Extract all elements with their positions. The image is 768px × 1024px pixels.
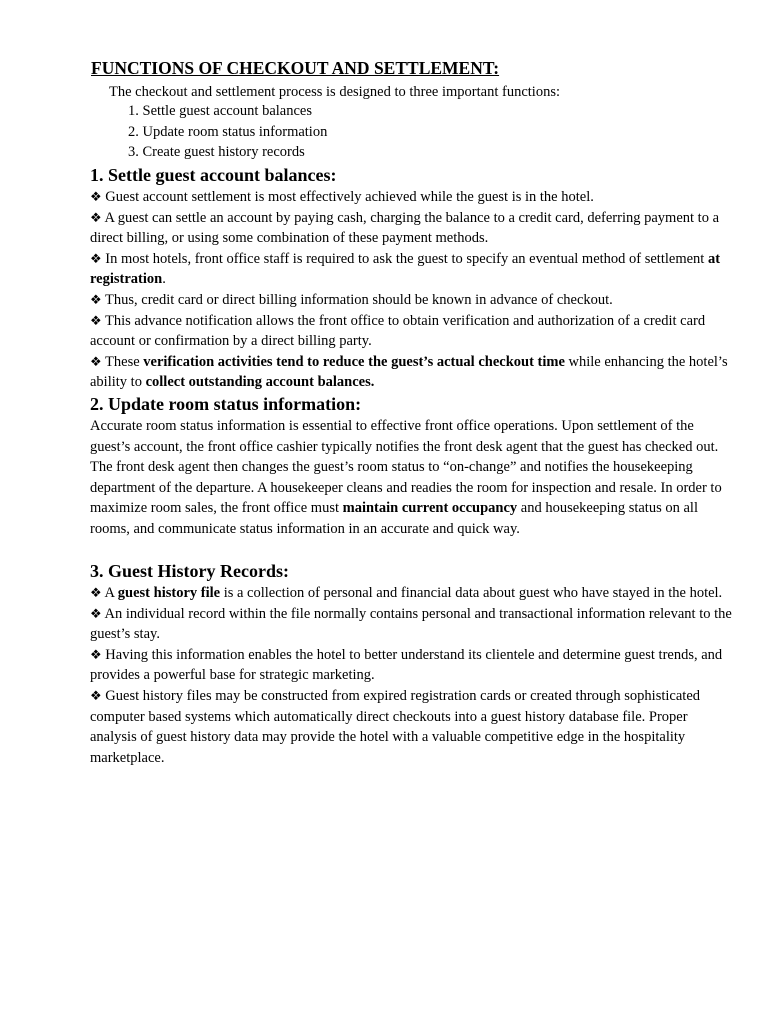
section1-paragraph: ❖ A guest can settle an account by paying cash, charging the balance to a credit card, deferring payment to a direct billing, or using some combination of these payment methods.	[90, 209, 720, 247]
functions-list	[128, 101, 327, 163]
section1-paragraph: ❖ In most hotels, front office staff is required to ask the guest to specify an eventual method of settlement at registration.	[90, 250, 721, 288]
section3-paragraph: ❖ A guest history file is a collection of personal and financial data about guest who have stayed in the hotel.	[90, 585, 723, 601]
bullet-icon: ❖	[90, 291, 102, 307]
intro-text: The checkout and settlement process is designed to three important functions:	[109, 84, 560, 100]
bullet-icon: ❖	[90, 209, 102, 225]
bullet-icon: ❖	[90, 250, 102, 266]
section1-body	[90, 187, 735, 393]
section1-paragraph: ❖ Thus, credit card or direct billing information should be known in advance of checkout.	[90, 291, 613, 308]
section1-paragraph: ❖ These verification activities tend to reduce the guest’s actual checkout time while enhancing the hotel’s ability to collect outstanding account balances.	[90, 353, 728, 391]
list-item: 3. Create guest history records	[128, 144, 305, 160]
section3-body	[90, 583, 735, 768]
list-item: 2. Update room status information	[128, 123, 328, 140]
page-title: FUNCTIONS OF CHECKOUT AND SETTLEMENT:	[91, 58, 500, 78]
section3-paragraph: ❖ Having this information enables the hotel to better understand its clientele and determine guest trends, and provides a powerful base for strategic marketing.	[90, 646, 723, 684]
list-item: 1. Settle guest account balances	[128, 103, 313, 119]
section1-paragraph: ❖ This advance notification allows the front office to obtain verification and authorization of a credit card account or confirmation by a direct billing party.	[90, 312, 706, 350]
bullet-icon: ❖	[90, 189, 102, 204]
bullet-icon: ❖	[90, 646, 102, 662]
bullet-icon: ❖	[90, 585, 102, 600]
section1-heading: 1. Settle guest account balances:	[90, 165, 337, 185]
section2-body	[90, 416, 735, 540]
section3-heading: 3. Guest History Records:	[90, 561, 289, 581]
bullet-icon: ❖	[90, 605, 102, 621]
section2-paragraph: Accurate room status information is essential to effective front office operations. Upon settlement of the guest’s account, the front office cashier typically notifies the front desk agent that the guest has checked out. The front desk agent then changes the guest’s room status to “on-change” and notifies the housekeeping department of the departure. A housekeeper cleans and readies the room for inspection and resale. In order to maximize room sales, the front office must maintain current occupancy and housekeeping status on all rooms, and communicate status information in an accurate and quick way.	[90, 418, 722, 537]
section1-paragraph: ❖ Guest account settlement is most effectively achieved while the guest is in the hotel.	[90, 189, 594, 205]
section3-paragraph: ❖ Guest history files may be constructed from expired registration cards or created through sophisticated computer based systems which automatically direct checkouts into a guest history database file. Proper analysis of guest history data may provide the hotel with a valuable competitive edge in the hospitality marketplace.	[90, 687, 701, 766]
bullet-icon: ❖	[90, 312, 102, 328]
section2-heading: 2. Update room status information:	[90, 394, 362, 414]
bullet-icon: ❖	[90, 353, 102, 369]
bullet-icon: ❖	[90, 687, 102, 703]
section3-paragraph: ❖ An individual record within the file normally contains personal and transactional information relevant to the guest’s stay.	[90, 605, 732, 643]
